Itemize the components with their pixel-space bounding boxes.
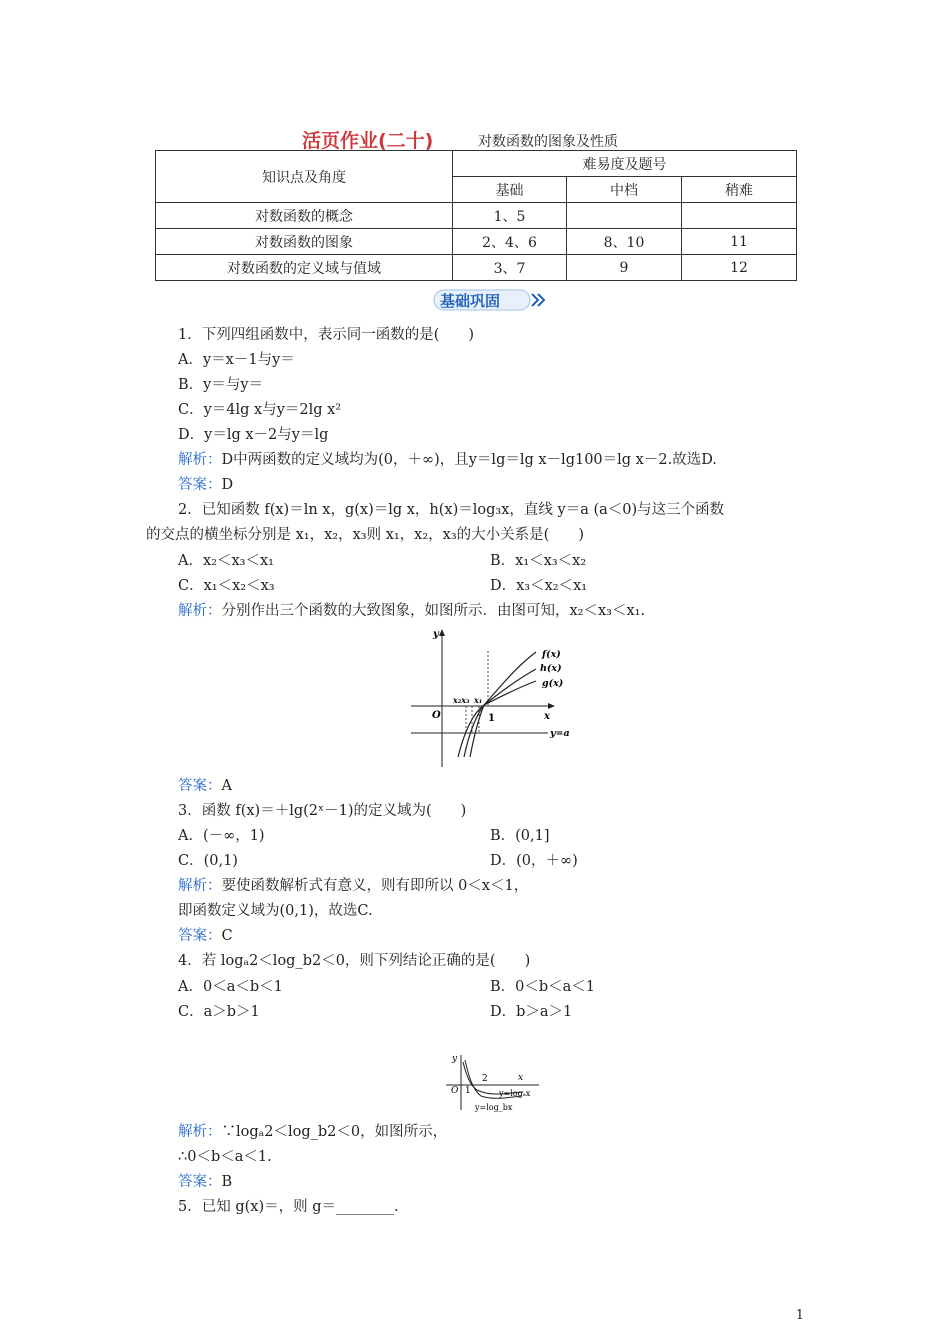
page-subtitle: 对数函数的图象及性质 [478,134,618,150]
table-cell-hard: 11 [682,229,797,255]
answer-label: 答案： [178,1174,222,1190]
table-cell-mid [567,203,682,229]
q1-answer [178,475,233,495]
answer-text: B [221,1174,233,1190]
answer-label: 答案： [178,928,222,944]
q3-option-c: C．(0,1) [178,853,238,869]
table-cell-topic: 对数函数的概念 [156,203,453,229]
curve-g [470,681,536,757]
answer-label: 答案： [178,778,222,794]
q4-option-c: C．a＞b＞1 [178,1004,260,1020]
analysis-label: 解析： [178,452,222,468]
q4-option-b: B．0＜b＜a＜1 [490,979,596,995]
q4-stem: 4．若 logₐ2＜log_b2＜0，则下列结论正确的是( ) [178,953,531,969]
q2-answer [178,776,232,796]
label-y: y [433,629,439,640]
q4-answer [178,1172,232,1192]
table-row [156,229,797,255]
table-cell-topic: 对数函数的定义域与值域 [156,255,453,281]
table-row [156,203,797,229]
table-cell-basic: 2、4、6 [453,229,567,255]
q4-analysis [178,1122,447,1142]
curve-f [458,652,536,757]
page-title: 活页作业(二十) [302,130,434,152]
q5-stem: 5．已知 g(x)＝，则 g＝________. [178,1199,399,1215]
q3-analysis-line2: 即函数定义域为(0,1)，故选C. [178,903,373,919]
label-y-eq-a: y=a [550,728,570,739]
q3-option-b: B．(0,1] [490,828,550,844]
q2-option-a: A．x₂＜x₃＜x₁ [178,553,274,569]
label-one: 1 [465,1086,471,1096]
curve-h [464,669,536,757]
label-x1: x₁ [474,695,483,705]
table-header-basic: 基础 [453,177,567,203]
q2-option-c: C．x₁＜x₂＜x₃ [178,578,275,594]
analysis-text: 要使函数解析式有意义，则有即所以 0＜x＜1， [221,878,529,894]
q4-option-d: D．b＞a＞1 [490,1004,573,1020]
x-axis-arrow-icon [548,703,555,709]
table-header-topic: 知识点及角度 [156,151,453,203]
label-origin: O [451,1086,459,1096]
analysis-text: 分别作出三个函数的大致图象，如图所示．由图可知，x₂＜x₃＜x₁. [221,603,646,619]
table-cell-mid: 9 [567,255,682,281]
analysis-text: D中两函数的定义域均为(0，＋∞)，且y＝lg＝lg x－lg100＝lg x－2.故选D. [221,452,717,468]
label-f: f(x) [542,649,561,660]
y-axis-arrow-icon [439,629,445,636]
knowledge-table [155,150,797,281]
answer-text: A [221,778,232,794]
q4-graph-figure [443,1050,553,1114]
q3-answer [178,926,233,946]
answer-text: D [221,477,234,493]
double-chevron-icon [532,294,544,306]
label-x: x [518,1073,524,1083]
label-log-b: y=log_bx [475,1103,513,1112]
table-header-mid: 中档 [567,177,682,203]
q1-option-d: D．y＝lg x－2与y＝lg [178,427,329,443]
q1-option-a: A．y＝x－1与y＝ [178,352,295,368]
q3-stem: 3．函数 f(x)＝＋lg(2ˣ－1)的定义域为( ) [178,803,467,819]
analysis-label: 解析： [178,603,222,619]
table-cell-hard [682,203,797,229]
q2-analysis [178,601,645,621]
label-y: y [452,1054,458,1064]
q2-option-b: B．x₁＜x₃＜x₂ [490,553,587,569]
table-cell-topic: 对数函数的图象 [156,229,453,255]
q4-analysis-line2: ∴0＜b＜a＜1. [178,1149,272,1165]
q2-option-d: D．x₃＜x₂＜x₁ [490,578,588,594]
label-h: h(x) [540,663,562,674]
label-x: x [544,711,550,722]
answer-label: 答案： [178,477,222,493]
q1-analysis [178,450,717,470]
label-log-a: y=logₐx [499,1089,531,1098]
q3-analysis [178,876,528,896]
analysis-text: ∵logₐ2＜log_b2＜0，如图所示， [221,1124,448,1140]
q3-option-a: A．(－∞，1) [178,828,265,844]
section-badge-text: 基础巩固 [440,292,501,310]
q2-stem-line1: 2．已知函数 f(x)＝ln x，g(x)＝lg x，h(x)＝log₃x，直线 y＝a (a＜0)与这三个函数 [178,502,725,518]
table-cell-hard: 12 [682,255,797,281]
table-cell-mid: 8、10 [567,229,682,255]
answer-text: C [221,928,233,944]
page-number: 1 [795,1308,804,1323]
q2-graph-figure [408,625,586,771]
table-cell-basic: 1、5 [453,203,567,229]
label-origin: O [432,710,441,721]
q4-option-a: A．0＜a＜b＜1 [178,979,283,995]
analysis-label: 解析： [178,1124,222,1140]
label-g: g(x) [542,678,564,689]
q2-stem-line2: 的交点的横坐标分别是 x₁，x₂，x₃则 x₁，x₂，x₃的大小关系是( ) [146,527,584,543]
label-x2x3: x₂x₃ [453,695,470,705]
q1-stem: 1．下列四组函数中，表示同一函数的是( ) [178,327,475,343]
q1-option-c: C．y＝4lg x与y＝2lg x² [178,402,342,418]
q1-option-b: B．y＝与y＝ [178,377,264,393]
table-header-hard: 稍难 [682,177,797,203]
label-one: 1 [488,713,495,724]
analysis-label: 解析： [178,878,222,894]
label-two: 2 [482,1074,488,1084]
section-badge [432,287,547,313]
table-cell-basic: 3、7 [453,255,567,281]
q3-option-d: D．(0，＋∞) [490,853,578,869]
table-header-difficulty: 难易度及题号 [453,151,797,177]
table-row [156,255,797,281]
